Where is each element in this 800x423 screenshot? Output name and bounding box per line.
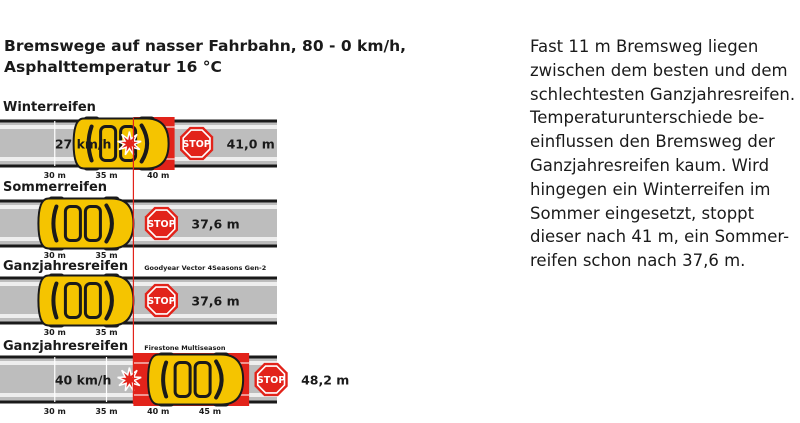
tick-label: 45 m: [198, 407, 222, 416]
stop-sign-label: STOP: [147, 219, 176, 230]
side-text-line: Fast 11 m Bremsweg liegen: [530, 37, 759, 56]
tick-label: 35 m: [95, 407, 118, 416]
series-detail-label: Firestone Multiseason: [144, 344, 226, 352]
series-label: Ganzjahresreifen: [3, 339, 129, 354]
tick-label: 30 m: [43, 328, 66, 337]
side-text-line: Ganzjahresreifen kaum. Wird: [530, 155, 770, 175]
impact-speed-label: 27 km/h: [54, 136, 112, 152]
distance-value-label: 37,6 m: [191, 293, 240, 309]
side-text-line: dieser nach 41 m, ein Sommer-: [530, 227, 790, 247]
side-text-line: Sommer eingesetzt, stoppt: [530, 203, 755, 223]
series-label: Sommerreifen: [3, 180, 108, 195]
side-text-line: Temperaturunterschiede be-: [530, 108, 765, 128]
stop-sign-label: STOP: [182, 139, 211, 150]
distance-value-label: 41,0 m: [226, 136, 275, 152]
car-icon: [38, 197, 133, 251]
side-text-line: hingegen ein Winterreifen im: [530, 179, 771, 199]
chart-title: Bremswege auf nasser Fahrbahn, 80 - 0 km/h, Asphalttemperatur 16 °C: [4, 37, 407, 76]
tick-label: 35 m: [95, 328, 118, 337]
distance-value-label: 37,6 m: [191, 216, 240, 232]
distance-value-label: 48,2 m: [301, 372, 350, 388]
tick-label: 30 m: [43, 407, 66, 416]
tick-label: 35 m: [95, 251, 118, 260]
series-label: Winterreifen: [3, 100, 96, 115]
series-label: Ganzjahresreifen: [3, 259, 129, 274]
car-icon: [38, 274, 133, 328]
car-icon: [148, 353, 243, 407]
tick-label: 30 m: [43, 171, 66, 180]
side-text-line: einflussen den Bremsweg der: [530, 132, 775, 152]
series-detail-label: Goodyear Vector 4Seasons Gen-2: [144, 264, 267, 272]
side-text-line: zwischen dem besten und dem: [530, 60, 788, 80]
side-text-line: reifen schon nach 37,6 m.: [530, 251, 746, 271]
tick-label: 40 m: [147, 407, 170, 416]
stop-sign-label: STOP: [256, 375, 286, 386]
stop-sign-label: STOP: [147, 296, 176, 307]
side-text-line: schlechtesten Ganzjahresreifen.: [530, 84, 796, 104]
tick-label: 35 m: [95, 171, 118, 180]
side-text: [530, 35, 796, 273]
impact-speed-label: 40 km/h: [54, 372, 112, 388]
tick-label: 30 m: [43, 251, 66, 260]
tick-label: 40 m: [147, 171, 170, 180]
